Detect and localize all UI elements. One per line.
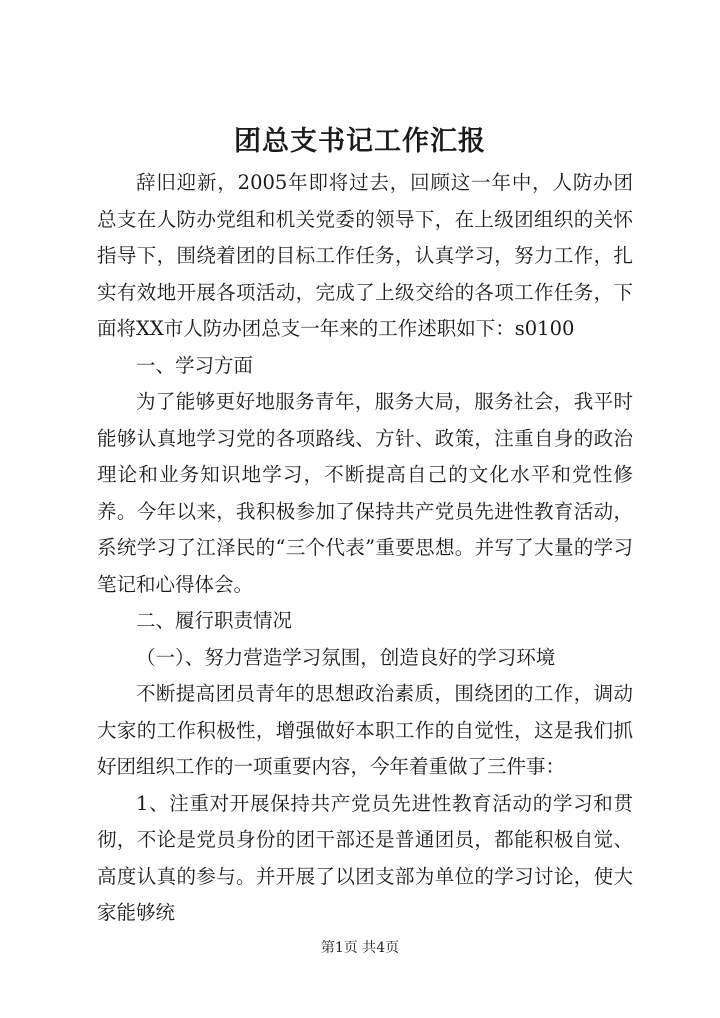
- section-heading-duties: 二、履行职责情况: [136, 609, 293, 632]
- document-body: [97, 165, 633, 932]
- document-title: 团总支书记工作汇报: [234, 126, 486, 157]
- paragraph-study: 为了能够更好地服务青年，服务大局，服务社会，我平时能够认真地学习党的各项路线、方针、政策，注重自身的政治理论和业务知识地学习，不断提高自己的文化水平和党性修养。今年以来，我积极参加了保持共产党员先进性教育活动，系统学习了江泽民的“三个代表”重要思想。并写了大量的学习笔记和心得体会。: [97, 390, 633, 596]
- paragraph-intro: 辞旧迎新，2005年即将过去，回顾这一年中，人防办团总支在人防办党组和机关党委的领导下，在上级团组织的关怀指导下，围绕着团的目标工作任务，认真学习，努力工作，扎实有效地开展各项活动，完成了上级交给的各项工作任务，下面将XX市人防办团总支一年来的工作述职如下：s0100: [97, 171, 633, 340]
- paragraph-duties: 不断提高团员青年的思想政治素质，围绕团的工作，调动大家的工作积极性，增强做好本职工作的自觉性，这是我们抓好团组织工作的一项重要内容，今年着重做了三件事：: [97, 682, 633, 778]
- paragraph-item-1: 1、注重对开展保持共产党员先进性教育活动的学习和贯彻，不论是党员身份的团干部还是普通团员，都能积极自觉、高度认真的参与。并开展了以团支部为单位的学习讨论，使大家能够统: [97, 791, 633, 924]
- page-footer: 第1页 共4页: [320, 940, 400, 956]
- subsection-heading-atmosphere: （一）、努力营造学习氛围，创造良好的学习环境: [136, 645, 556, 669]
- section-heading-study: 一、学习方面: [136, 353, 254, 377]
